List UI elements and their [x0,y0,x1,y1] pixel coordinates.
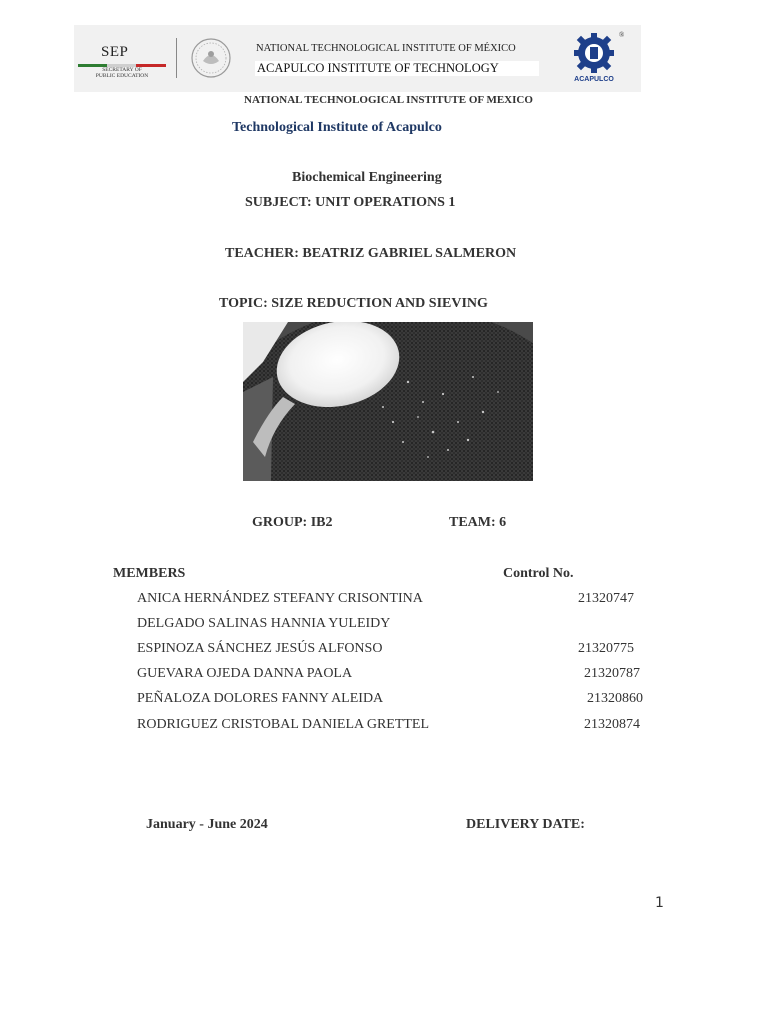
member-control-number: 21320747 [578,591,634,606]
sep-logo-subtitle: SECRETARY OF PUBLIC EDUCATION [95,67,149,79]
header-campus-line: ACAPULCO INSTITUTE OF TECHNOLOGY [255,61,539,76]
member-name: RODRIGUEZ CRISTOBAL DANIELA GRETTEL [137,717,430,732]
member-row [137,717,429,733]
member-row [137,616,390,632]
member-row [137,666,352,682]
acapulco-gear-logo-icon [566,31,625,83]
member-control-number: 21320874 [584,717,640,732]
delivery-date-label: DELIVERY DATE: [466,817,585,832]
member-control-number: 21320860 [587,691,643,706]
subject-line: SUBJECT: UNIT OPERATIONS 1 [245,195,456,210]
sep-logo-text: SEP [101,44,129,60]
teacher-line: TEACHER: BEATRIZ GABRIEL SALMERON [225,246,517,261]
sieve-powder-photo [243,322,533,481]
member-name: GUEVARA OJEDA DANNA PAOLA [137,666,353,681]
national-institute-title: NATIONAL TECHNOLOGICAL INSTITUTE OF MEXICO [244,94,533,106]
member-row [137,641,382,657]
group-label: GROUP: IB2 [252,515,333,530]
mexico-seal-icon [190,37,232,79]
members-heading: MEMBERS [113,566,186,581]
member-name: ANICA HERNÁNDEZ STEFANY CRISONTINA [137,591,423,606]
acapulco-logo-text: ACAPULCO [574,76,614,83]
header-band [74,25,641,92]
page-number: 1 [655,895,664,911]
member-control-number: 21320775 [578,641,634,656]
member-name: PEÑALOZA DOLORES FANNY ALEIDA [137,691,384,706]
program-name: Biochemical Engineering [292,170,442,185]
member-row [137,691,383,707]
institute-name: Technological Institute of Acapulco [232,120,442,135]
control-number-heading: Control No. [503,566,574,581]
member-control-number: 21320787 [584,666,640,681]
member-name: DELGADO SALINAS HANNIA YULEIDY [137,616,391,631]
header-divider [176,38,177,78]
registered-mark: ® [619,31,625,39]
member-row [137,591,423,607]
topic-line: TOPIC: SIZE REDUCTION AND SIEVING [219,296,488,311]
member-name: ESPINOZA SÁNCHEZ JESÚS ALFONSO [137,641,383,656]
semester-period: January - June 2024 [146,817,268,832]
header-institute-line: NATIONAL TECHNOLOGICAL INSTITUTE OF MÉXICO [256,43,516,54]
team-label: TEAM: 6 [449,515,507,530]
